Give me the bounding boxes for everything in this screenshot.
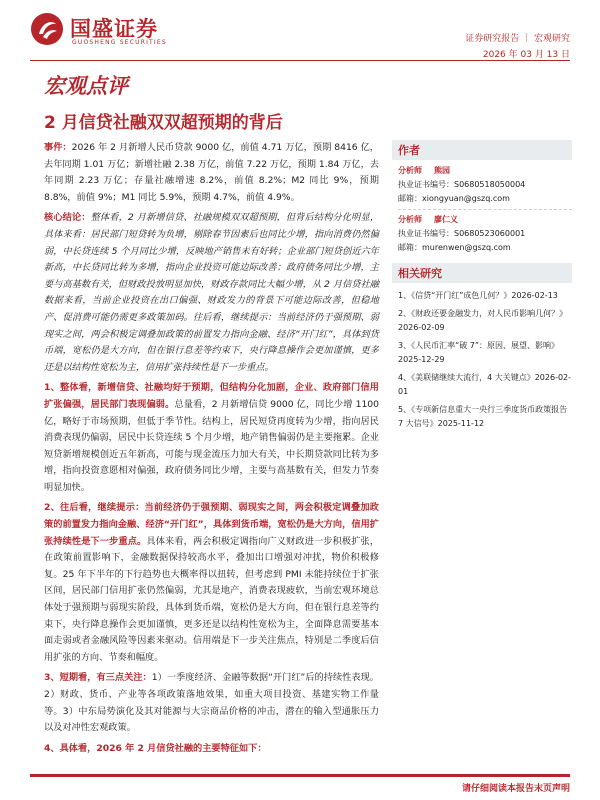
point-4 (44, 741, 379, 758)
point-3-heading: 3、短期看，有三点关注： (44, 672, 152, 684)
point-1-text: 总量看，2 月新增信贷 9000 亿，同比少增 1100 亿，略好于市场预期，但低于季节性。结构上，居民短贷再度转为少增，指向居民消费表现仍偏弱，居民中长贷连续 5 个月少增，地产销售偏弱仍是主要拖累。企业短贷新增规模创近五年新高，可能与现金流压力加大有关，中长期贷款同比转为多增，指向投资意愿相对偏强，政府债务同比少增，主要与高基数有关，但发力节奏明显加快。 (44, 398, 379, 493)
brand-logo (30, 12, 180, 48)
point-1-heading: 1、整体看，新增信贷、社融均好于预期，但结构分化加剧，企业、政府部门信用扩张偏强，居民部门表现偏弱。 (44, 382, 379, 410)
report-category: 宏观点评 (44, 73, 128, 98)
point-2 (44, 500, 379, 666)
related-item[interactable]: 3、《人民币汇率“破 7”：原因、展望、影响》2025-12-29 (398, 341, 560, 364)
point-2-text: 具体来看，两会积极定调指向广义财政进一步积极扩张，在政策前置影响下，金融数据保持较高水平，叠加出口增强对冲扰，物价积极修复。25 年下半年的下行趋势也大概率得以扭转，但考虑到 PMI 未能持续位于扩张区间，居民部门信用扩张仍然偏弱，尤其是地产，消费表现疲软，当前宏观环境总体处于强预期与弱现实阶段，具体到货币端，宽松仍是大方向，但在银行息差等约束下，央行降息操作会更加谨慎，更多还是以结构性宽松为主，全面降息需要基本面走弱或者金融风险等因素来驱动。信用端是下一步关注焦点，特别是二季度后信用扩张的方向、节奏和幅度。 (44, 535, 380, 663)
point-3-text: 1）一季度经济、金融等数据“开门红”后的持续性表现。2）财政、货币、产业等各项政策落地效果，如重大项目投资、基建实物工作量等。3）中东局势演化及其对能源与大宗商品价格的冲击，潜在的输入型通胀压力以及对冲性宏观政策。 (44, 672, 379, 734)
analyst-cert: 执业证书编号：S0680523060001 (398, 229, 526, 238)
analyst-name: 廖仁义 (434, 215, 458, 224)
analyst-email[interactable]: 邮箱：murenwen@gszq.com (398, 243, 511, 252)
related-list (392, 289, 572, 431)
point-2-heading: 2、往后看，继续提示：当前经济仍于强预期、弱现实之间，两会积极定调叠加政策的前置发力指向金融、经济“开门红”，具体到货币端，宽松仍是大方向，信用扩张持续性是下一步重点。 (44, 502, 379, 547)
logo-text-en: GUOSHENG SECURITIES (72, 39, 167, 46)
analyst-role: 分析师 (398, 166, 422, 175)
related-item[interactable]: 1、《信贷“开门红”成色几何？》2026-02-13 (398, 291, 558, 300)
core-paragraph (44, 210, 379, 376)
report-date: 2026 年 03 月 13 日 (482, 50, 570, 60)
related-item[interactable]: 5、《专项新信息重大一央行三季度货币政策报告 7 大信号》2025-11-12 (398, 405, 568, 428)
footer-disclaimer: 请仔细阅读本报告末页声明 (461, 784, 570, 794)
related-heading: 相关研究 (392, 263, 572, 283)
main-body (44, 140, 379, 761)
event-paragraph (44, 140, 379, 206)
logo-text-cn: 国盛证券 (70, 17, 158, 41)
event-label: 事件： (44, 142, 72, 153)
guosheng-logo-icon (30, 12, 64, 46)
report-type: 证券研究报告 ｜ 宏观研究 (465, 34, 570, 44)
event-text: 2026 年 2 月新增人民币贷款 9000 亿，前值 4.71 万亿，预期 8416 亿，去年同期 1.01 万亿；新增社融 2.38 万亿，前值 7.22 万亿，预期 1.84 万亿，去年同期 2.23 万亿；存量社融增速 8.2%，前值 8.2%；M2 同比 9%，预期 8.8%，前值 9%；M1 同比 5.9%，预期 4.7%，前值 4.9%。 (44, 142, 379, 203)
report-header (0, 0, 600, 62)
related-item[interactable]: 2、《财政还要金融发力，对人民币影响几何？》2026-02-09 (398, 309, 568, 332)
header-divider (30, 60, 570, 61)
core-text: 整体看，2 月新增信贷、社融规模双双超预期，但背后结构分化明显，具体来看：居民部门短贷转为负增，剔除春节因素后也同比少增，指向消费仍然偏弱，中长贷连续 5 个月同比少增，反映地产销售未有好转；企业部门短贷创近六年新高，中长贷同比转为多增，指向企业投资可能边际改善；政府债务同比少增，主要与高基数有关，但财政投放明显加快，财政存款同比大幅少增，从 2 月信贷社融数据来看，当前企业投资在出口偏强、财政发力的背景下可能边际改善，但稳地产、促消费可能仍需更多政策加码。往后看，继续提示：当前经济仍于强预期、弱现实之间，两会积极定调叠加政策的前置发力指向金融、经济“开门红”，具体到货币端，宽松仍是大方向，但在银行息差等约束下，央行降息操作会更加谨慎，更多还是以结构性宽松为主，信用扩张持续性是下一步重点。 (44, 212, 380, 373)
point-3 (44, 670, 379, 736)
report-title: 2 月信贷社融双双超预期的背后 (44, 113, 283, 133)
authors-heading: 作者 (392, 140, 572, 160)
separator (398, 209, 572, 210)
point-1 (44, 380, 379, 496)
analyst-cert: 执业证书编号：S0680518050004 (398, 180, 526, 189)
analyst-name: 熊园 (434, 166, 450, 175)
footer (30, 774, 570, 793)
point-4-heading: 4、具体看，2026 年 2 月信贷社融的主要特征如下： (44, 742, 267, 754)
core-label: 核心结论： (44, 212, 91, 224)
sidebar (392, 140, 572, 435)
related-item[interactable]: 4、《美联储继续大流行，4 大关键点》2026-02-01 (398, 373, 572, 396)
analyst-card (392, 164, 572, 255)
analyst-email[interactable]: 邮箱：xiongyuan@gszq.com (398, 194, 510, 203)
analyst-role: 分析师 (398, 215, 422, 224)
